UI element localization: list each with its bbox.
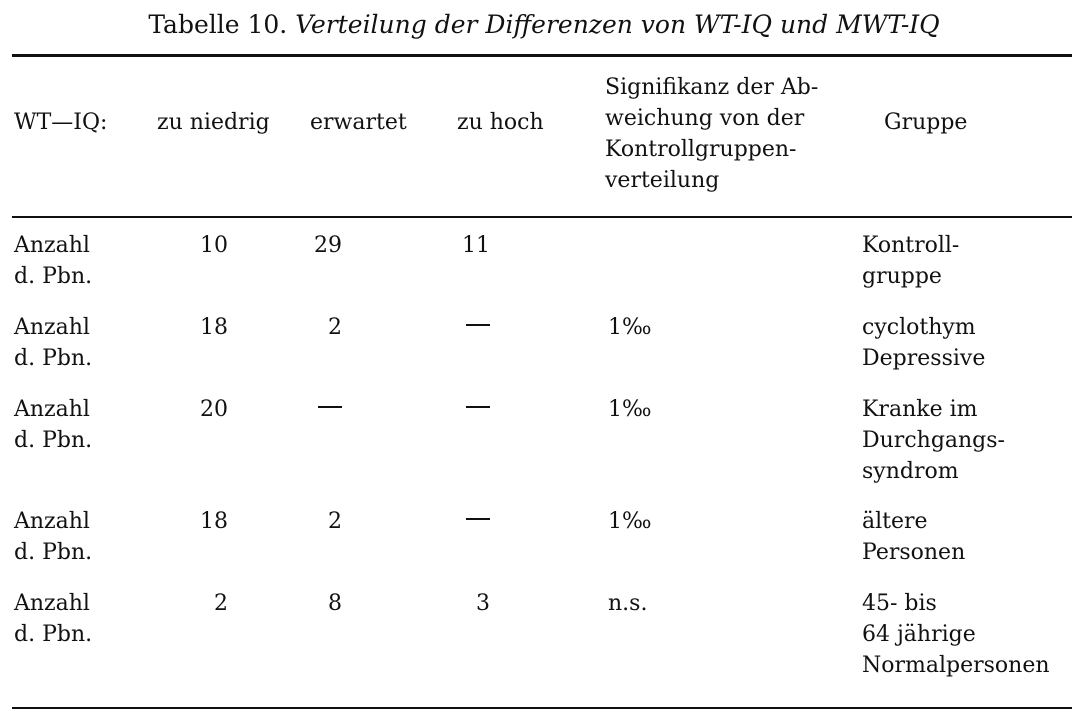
value-gruppe bbox=[862, 394, 1005, 487]
row-label bbox=[14, 588, 134, 650]
value-signifikanz: 1‰ bbox=[608, 315, 652, 340]
caption-number: 10. bbox=[247, 10, 288, 39]
value-zu-niedrig: 2 bbox=[214, 591, 228, 616]
row-label-line: d. Pbn. bbox=[14, 346, 93, 371]
row-label-line: Anzahl bbox=[14, 315, 90, 340]
gruppe-line: gruppe bbox=[862, 264, 942, 289]
row-label bbox=[14, 312, 134, 374]
value-erwartet: 29 bbox=[314, 233, 342, 258]
bottom-rule bbox=[12, 707, 1072, 709]
row-label-line: d. Pbn. bbox=[14, 264, 93, 289]
dash-mark bbox=[318, 406, 342, 408]
header-gruppe: Gruppe bbox=[884, 110, 968, 135]
value-gruppe bbox=[862, 506, 965, 568]
table-caption bbox=[0, 10, 1088, 39]
gruppe-line: syndrom bbox=[862, 459, 959, 484]
header-signifikanz bbox=[605, 72, 845, 196]
value-signifikanz: 1‰ bbox=[608, 397, 652, 422]
row-label bbox=[14, 394, 134, 456]
gruppe-line: Personen bbox=[862, 540, 966, 565]
gruppe-line: Durchgangs- bbox=[862, 428, 1005, 453]
dash-mark bbox=[466, 324, 490, 326]
header-wtiq: WT—IQ: bbox=[14, 110, 108, 135]
header-signifikanz-line: Signifikanz der Ab- bbox=[605, 75, 819, 100]
header-signifikanz-line: weichung von der bbox=[605, 106, 805, 131]
gruppe-line: 64 jährige bbox=[862, 622, 976, 647]
row-label-line: d. Pbn. bbox=[14, 428, 93, 453]
dash-mark bbox=[466, 406, 490, 408]
dash-mark bbox=[466, 518, 490, 520]
value-zu-hoch bbox=[420, 506, 490, 537]
header-signifikanz-line: verteilung bbox=[605, 168, 720, 193]
value-zu-hoch: 3 bbox=[476, 591, 490, 616]
gruppe-line: 45- bis bbox=[862, 591, 937, 616]
gruppe-line: cyclothym bbox=[862, 315, 976, 340]
value-zu-niedrig: 18 bbox=[200, 509, 228, 534]
row-label-line: Anzahl bbox=[14, 397, 90, 422]
row-label bbox=[14, 230, 134, 292]
row-label-line: d. Pbn. bbox=[14, 622, 93, 647]
row-label-line: Anzahl bbox=[14, 591, 90, 616]
value-zu-hoch bbox=[420, 394, 490, 425]
header-zu-niedrig: zu niedrig bbox=[157, 110, 270, 135]
value-zu-niedrig: 18 bbox=[200, 315, 228, 340]
caption-label: Tabelle bbox=[148, 10, 240, 39]
row-label-line: Anzahl bbox=[14, 233, 90, 258]
gruppe-line: Kranke im bbox=[862, 397, 978, 422]
value-signifikanz: 1‰ bbox=[608, 509, 652, 534]
value-zu-hoch bbox=[420, 312, 490, 343]
row-label-line: Anzahl bbox=[14, 509, 90, 534]
value-zu-niedrig: 20 bbox=[200, 397, 228, 422]
value-gruppe bbox=[862, 588, 1050, 681]
value-erwartet bbox=[270, 394, 342, 425]
header-rule bbox=[12, 216, 1072, 218]
gruppe-line: Depressive bbox=[862, 346, 986, 371]
value-zu-hoch: 11 bbox=[462, 233, 490, 258]
gruppe-line: Kontroll- bbox=[862, 233, 960, 258]
header-erwartet: erwartet bbox=[310, 110, 407, 135]
value-zu-niedrig: 10 bbox=[200, 233, 228, 258]
gruppe-line: ältere bbox=[862, 509, 928, 534]
gruppe-line: Normalpersonen bbox=[862, 653, 1050, 678]
top-rule bbox=[12, 54, 1072, 57]
value-erwartet: 8 bbox=[328, 591, 342, 616]
row-label bbox=[14, 506, 134, 568]
value-gruppe bbox=[862, 230, 959, 292]
value-signifikanz: n.s. bbox=[608, 591, 648, 616]
header-signifikanz-line: Kontrollgruppen- bbox=[605, 137, 797, 162]
header-zu-hoch: zu hoch bbox=[457, 110, 544, 135]
value-erwartet: 2 bbox=[328, 315, 342, 340]
value-erwartet: 2 bbox=[328, 509, 342, 534]
value-gruppe bbox=[862, 312, 985, 374]
row-label-line: d. Pbn. bbox=[14, 540, 93, 565]
caption-title: Verteilung der Differenzen von WT-IQ und MWT-IQ bbox=[295, 10, 940, 39]
